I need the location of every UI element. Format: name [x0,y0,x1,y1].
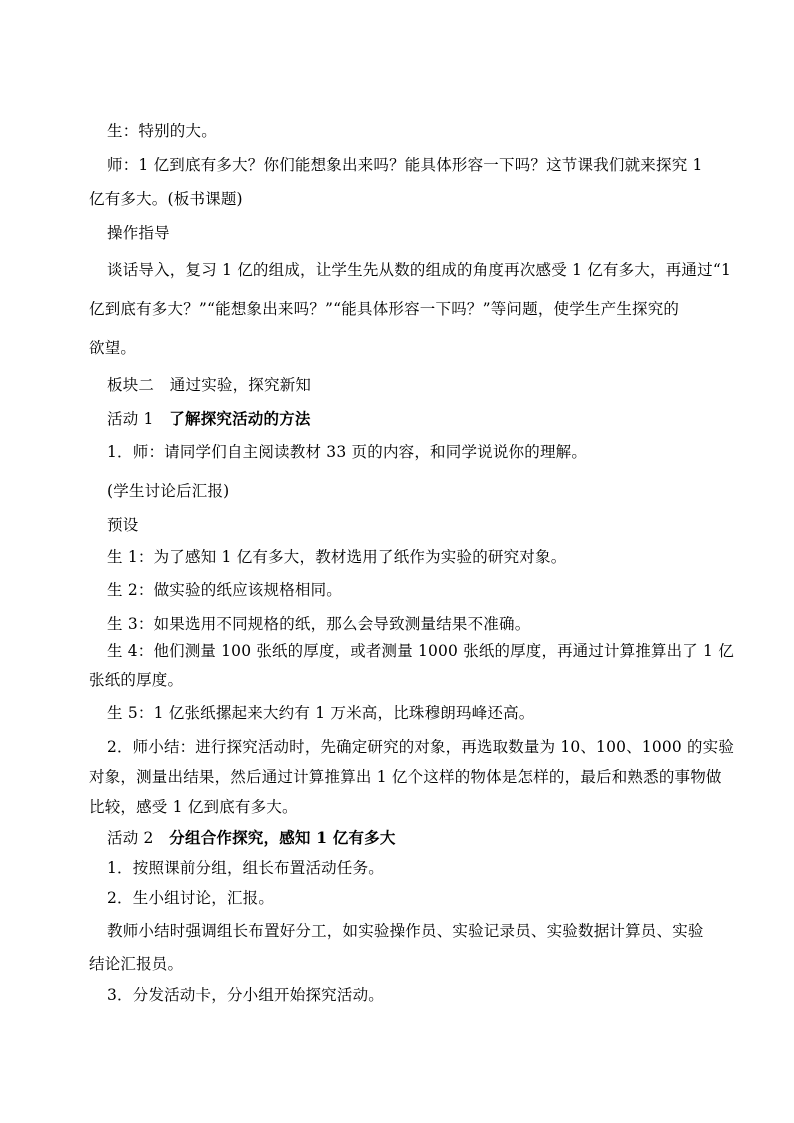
guide-paragraph-line: 亿到底有多大？”“能想象出来吗？”“能具体形容一下吗？”等问题，使学生产生探究的 [89,300,680,318]
student-answer: 生 5：1 亿张纸摞起来大约有 1 万米高，比珠穆朗玛峰还高。 [107,704,535,722]
note-line: (学生讨论后汇报) [107,482,230,500]
numbered-item: 2．生小组讨论，汇报。 [107,889,275,907]
guide-paragraph-line: 谈话导入，复习 1 亿的组成，让学生先从数的组成的角度再次感受 1 亿有多大，再通过“1 [107,261,732,279]
student-answer: 生 2：做实验的纸应该规格相同。 [107,581,342,599]
activity-prefix: 活动 1 [107,410,154,428]
teacher-line: 师：1 亿到底有多大？你们能想象出来吗？能具体形容一下吗？这节课我们就来探究 1 [107,156,703,174]
activity-title: 分组合作探究，感知 1 亿有多大 [169,828,396,847]
activity-title: 了解探究活动的方法 [169,409,311,428]
teacher-summary-line: 对象，测量出结果，然后通过计算推算出 1 亿个这样的物体是怎样的，最后和熟悉的事物做 [89,768,722,786]
teacher-line-cont: 亿有多大。(板书课题) [89,190,243,208]
student-answer: 生 4：他们测量 100 张纸的厚度，或者测量 1000 张纸的厚度，再通过计算推算出了 1 亿 [107,642,734,660]
teacher-note-line: 结论汇报员。 [89,955,184,973]
teacher-note-line: 教师小结时强调组长布置好分工，如实验操作员、实验记录员、实验数据计算员、实验 [107,922,704,940]
block-heading: 板块二 通过实验，探究新知 [107,376,312,394]
student-answer: 生 3：如果选用不同规格的纸，那么会导致测量结果不准确。 [107,615,531,633]
student-answer-cont: 张纸的厚度。 [89,671,184,689]
section-label-guide: 操作指导 [107,224,170,242]
teacher-summary-line: 2．师小结：进行探究活动时，先确定研究的对象，再选取数量为 10、100、1000 的实验 [107,738,734,756]
teacher-summary-line: 比较，感受 1 亿到底有多大。 [89,798,298,816]
activity-heading [107,409,311,429]
numbered-item: 1．师：请同学们自主阅读教材 33 页的内容，和同学说说你的理解。 [107,443,588,461]
numbered-item: 3．分发活动卡，分小组开始探究活动。 [107,986,384,1004]
numbered-item: 1．按照课前分组，组长布置活动任务。 [107,859,384,877]
activity-heading [107,828,396,848]
student-line: 生：特别的大。 [107,122,217,140]
activity-prefix: 活动 2 [107,829,154,847]
preset-label: 预设 [107,516,139,534]
guide-paragraph-line: 欲望。 [89,339,137,357]
student-answer: 生 1：为了感知 1 亿有多大，教材选用了纸作为实验的研究对象。 [107,548,567,566]
